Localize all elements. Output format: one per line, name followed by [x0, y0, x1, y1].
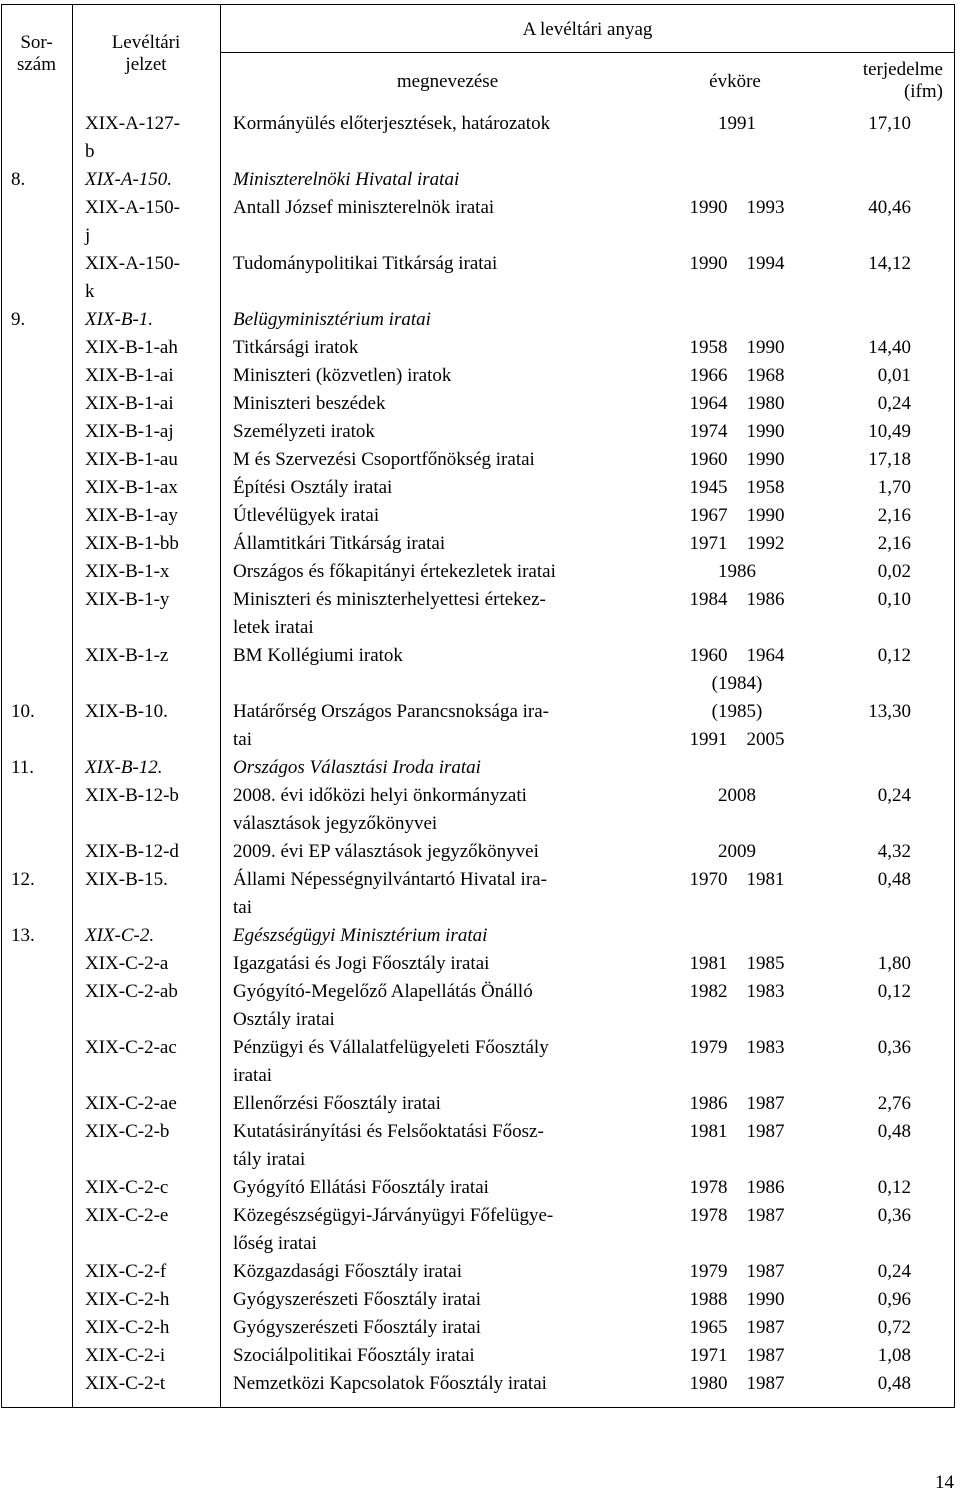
extent-value: 0,24: [877, 393, 911, 414]
archive-code: XIX-B-1.: [85, 309, 154, 330]
archive-code: XIX-B-12-b: [85, 785, 179, 806]
archive-code: XIX-C-2-a: [85, 953, 169, 974]
row-number: 12.: [11, 869, 35, 890]
year-range: 1958 1990: [689, 337, 785, 358]
extent-value: 0,10: [877, 589, 911, 610]
record-name: Építési Osztály iratai: [233, 477, 393, 498]
record-name: Tudománypolitikai Titkárság iratai: [233, 253, 498, 274]
table-border-left: [1, 4, 2, 1408]
year-range: 2008: [718, 785, 756, 806]
extent-value: 0,12: [877, 645, 911, 666]
extent-value: 0,12: [877, 1177, 911, 1198]
record-name: Közgazdasági Főosztály iratai: [233, 1261, 462, 1282]
header-line: Sor-: [20, 32, 53, 53]
record-name: Egészségügyi Minisztérium iratai: [233, 925, 488, 946]
record-name: Gyógyszerészeti Főosztály iratai: [233, 1317, 481, 1338]
extent-value: 1,80: [877, 953, 911, 974]
archive-code: XIX-C-2.: [85, 925, 155, 946]
record-name: Pénzügyi és Vállalatfelügyeleti Főosztály: [233, 1037, 549, 1058]
archive-code: XIX-B-1-ay: [85, 505, 178, 526]
archive-code: XIX-B-12.: [85, 757, 163, 778]
year-range: (1984): [711, 673, 763, 694]
table-border-right: [954, 4, 955, 1408]
extent-value: 0,36: [877, 1037, 911, 1058]
extent-value: 14,40: [868, 337, 911, 358]
archive-code: XIX-B-1-ai: [85, 393, 174, 414]
archive-code: XIX-A-150-: [85, 253, 180, 274]
header-anyag: A levéltári anyag: [522, 19, 653, 40]
extent-value: 2,76: [877, 1093, 911, 1114]
extent-value: 17,10: [868, 113, 911, 134]
extent-value: 0,48: [877, 1373, 911, 1394]
archive-code: XIX-B-12-d: [85, 841, 179, 862]
record-name: Antall József miniszterelnök iratai: [233, 197, 495, 218]
archive-code: XIX-B-1-x: [85, 561, 170, 582]
archive-code: XIX-C-2-ac: [85, 1037, 177, 1058]
year-range: 2009: [718, 841, 756, 862]
year-range: 1971 1992: [689, 533, 785, 554]
year-range: 1960 1964: [689, 645, 785, 666]
year-range: 1986: [718, 561, 756, 582]
extent-value: 0,01: [877, 365, 911, 386]
year-range: 1990 1993: [689, 197, 785, 218]
archive-code: j: [85, 225, 91, 246]
record-name: Miniszteri és miniszterhelyettesi értekez-: [233, 589, 546, 610]
record-name: Szociálpolitikai Főosztály iratai: [233, 1345, 475, 1366]
archive-code: XIX-C-2-f: [85, 1261, 167, 1282]
extent-value: 0,02: [877, 561, 911, 582]
year-range: 1981 1985: [689, 953, 785, 974]
archive-code: XIX-C-2-i: [85, 1345, 166, 1366]
header-line: szám: [16, 54, 57, 75]
record-name: Ellenőrzési Főosztály iratai: [233, 1093, 441, 1114]
archive-code: XIX-C-2-h: [85, 1317, 170, 1338]
record-name: Államtitkári Titkárság iratai: [233, 533, 446, 554]
archive-code: XIX-C-2-e: [85, 1205, 169, 1226]
record-name: letek iratai: [233, 617, 314, 638]
year-range: 1988 1990: [689, 1289, 785, 1310]
record-name: tály iratai: [233, 1149, 306, 1170]
extent-value: 10,49: [868, 421, 911, 442]
year-range: 1980 1987: [689, 1373, 785, 1394]
year-range: 1978 1986: [689, 1177, 785, 1198]
record-name: Miniszterelnöki Hivatal iratai: [233, 169, 460, 190]
column-divider: [220, 4, 221, 1408]
archive-code: XIX-C-2-ab: [85, 981, 178, 1002]
header-line: terjedelme: [862, 59, 943, 80]
archive-code: b: [85, 141, 95, 162]
record-name: M és Szervezési Csoportfőnökség iratai: [233, 449, 535, 470]
year-range: 1978 1987: [689, 1205, 785, 1226]
year-range: 1984 1986: [689, 589, 785, 610]
year-range: 1990 1994: [689, 253, 785, 274]
archive-code: XIX-C-2-h: [85, 1289, 170, 1310]
archive-code: XIX-C-2-t: [85, 1373, 166, 1394]
archive-code: XIX-C-2-c: [85, 1177, 169, 1198]
archive-code: XIX-B-1-bb: [85, 533, 179, 554]
extent-value: 0,48: [877, 1121, 911, 1142]
year-range: (1985): [711, 701, 763, 722]
record-name: választások jegyzőkönyvei: [233, 813, 438, 834]
extent-value: 2,16: [877, 505, 911, 526]
header-line: Levéltári: [111, 32, 181, 53]
archive-code: XIX-B-1-aj: [85, 421, 174, 442]
archive-code: XIX-C-2-b: [85, 1121, 170, 1142]
record-name: Osztály iratai: [233, 1009, 335, 1030]
archive-code: XIX-B-10.: [85, 701, 168, 722]
record-name: Titkársági iratok: [233, 337, 359, 358]
archive-code: XIX-C-2-ae: [85, 1093, 177, 1114]
extent-value: 0,12: [877, 981, 911, 1002]
header-megnevezese: megnevezése: [396, 71, 499, 92]
row-number: 8.: [11, 169, 26, 190]
record-name: iratai: [233, 1065, 273, 1086]
record-name: tai: [233, 897, 252, 918]
extent-value: 0,24: [877, 785, 911, 806]
year-range: 1991 2005: [689, 729, 785, 750]
year-range: 1967 1990: [689, 505, 785, 526]
table-border-bottom: [1, 1407, 955, 1408]
record-name: Miniszteri beszédek: [233, 393, 386, 414]
row-number: 9.: [11, 309, 26, 330]
record-name: tai: [233, 729, 252, 750]
header-sorszam: [1, 32, 72, 76]
archive-code: XIX-A-150.: [85, 169, 173, 190]
archive-code: XIX-B-1-ax: [85, 477, 178, 498]
page-number: 14: [935, 1472, 954, 1493]
record-name: Útlevélügyek iratai: [233, 505, 380, 526]
extent-value: 2,16: [877, 533, 911, 554]
archive-code: XIX-A-127-: [85, 113, 180, 134]
record-name: 2008. évi időközi helyi önkormányzati: [233, 785, 527, 806]
year-range: 1970 1981: [689, 869, 785, 890]
archive-code: XIX-B-1-ai: [85, 365, 174, 386]
header-line: (ifm): [903, 81, 943, 102]
record-name: Igazgatási és Jogi Főosztály iratai: [233, 953, 490, 974]
record-name: Országos és főkapitányi értekezletek iratai: [233, 561, 556, 582]
table-border-top: [1, 4, 955, 5]
record-name: Gyógyító Ellátási Főosztály iratai: [233, 1177, 489, 1198]
record-name: Miniszteri (közvetlen) iratok: [233, 365, 452, 386]
archive-code: XIX-B-1-y: [85, 589, 170, 610]
row-number: 10.: [11, 701, 35, 722]
extent-value: 1,08: [877, 1345, 911, 1366]
extent-value: 17,18: [868, 449, 911, 470]
record-name: Személyzeti iratok: [233, 421, 375, 442]
header-jelzet: [72, 32, 220, 76]
year-range: 1964 1980: [689, 393, 785, 414]
record-name: Gyógyszerészeti Főosztály iratai: [233, 1289, 481, 1310]
year-range: 1971 1987: [689, 1345, 785, 1366]
archive-code: XIX-B-1-au: [85, 449, 178, 470]
year-range: 1991: [718, 113, 756, 134]
header-evkore: évköre: [709, 71, 761, 92]
extent-value: 0,48: [877, 869, 911, 890]
header-divider: [220, 52, 955, 53]
year-range: 1979 1987: [689, 1261, 785, 1282]
extent-value: 1,70: [877, 477, 911, 498]
row-number: 11.: [11, 757, 35, 778]
extent-value: 13,30: [868, 701, 911, 722]
year-range: 1981 1987: [689, 1121, 785, 1142]
archive-code: XIX-B-1-ah: [85, 337, 178, 358]
archive-table: [1, 4, 955, 1408]
year-range: 1965 1987: [689, 1317, 785, 1338]
header-terjedelme: [795, 59, 955, 103]
record-name: Kormányülés előterjesztések, határozatok: [233, 113, 551, 134]
extent-value: 0,72: [877, 1317, 911, 1338]
extent-value: 0,24: [877, 1261, 911, 1282]
record-name: Határőrség Országos Parancsnoksága ira-: [233, 701, 550, 722]
column-divider: [72, 4, 73, 1408]
year-range: 1986 1987: [689, 1093, 785, 1114]
record-name: BM Kollégiumi iratok: [233, 645, 403, 666]
row-number: 13.: [11, 925, 35, 946]
record-name: 2009. évi EP választások jegyzőkönyvei: [233, 841, 539, 862]
year-range: 1982 1983: [689, 981, 785, 1002]
record-name: Gyógyító-Megelőző Alapellátás Önálló: [233, 981, 533, 1002]
header-line: jelzet: [125, 54, 167, 75]
record-name: Állami Népességnyilvántartó Hivatal ira-: [233, 869, 547, 890]
record-name: Kutatásirányítási és Felsőoktatási Főosz-: [233, 1121, 544, 1142]
year-range: 1960 1990: [689, 449, 785, 470]
record-name: Országos Választási Iroda iratai: [233, 757, 481, 778]
extent-value: 14,12: [868, 253, 911, 274]
year-range: 1974 1990: [689, 421, 785, 442]
year-range: 1979 1983: [689, 1037, 785, 1058]
extent-value: 4,32: [877, 841, 911, 862]
record-name: Belügyminisztérium iratai: [233, 309, 431, 330]
extent-value: 40,46: [868, 197, 911, 218]
extent-value: 0,36: [877, 1205, 911, 1226]
archive-code: XIX-B-15.: [85, 869, 168, 890]
extent-value: 0,96: [877, 1289, 911, 1310]
record-name: lőség iratai: [233, 1233, 317, 1254]
year-range: 1945 1958: [689, 477, 785, 498]
record-name: Közegészségügyi-Járványügyi Főfelügye-: [233, 1205, 554, 1226]
year-range: 1966 1968: [689, 365, 785, 386]
archive-code: XIX-A-150-: [85, 197, 180, 218]
record-name: Nemzetközi Kapcsolatok Főosztály iratai: [233, 1373, 547, 1394]
archive-code: k: [85, 281, 95, 302]
archive-code: XIX-B-1-z: [85, 645, 169, 666]
